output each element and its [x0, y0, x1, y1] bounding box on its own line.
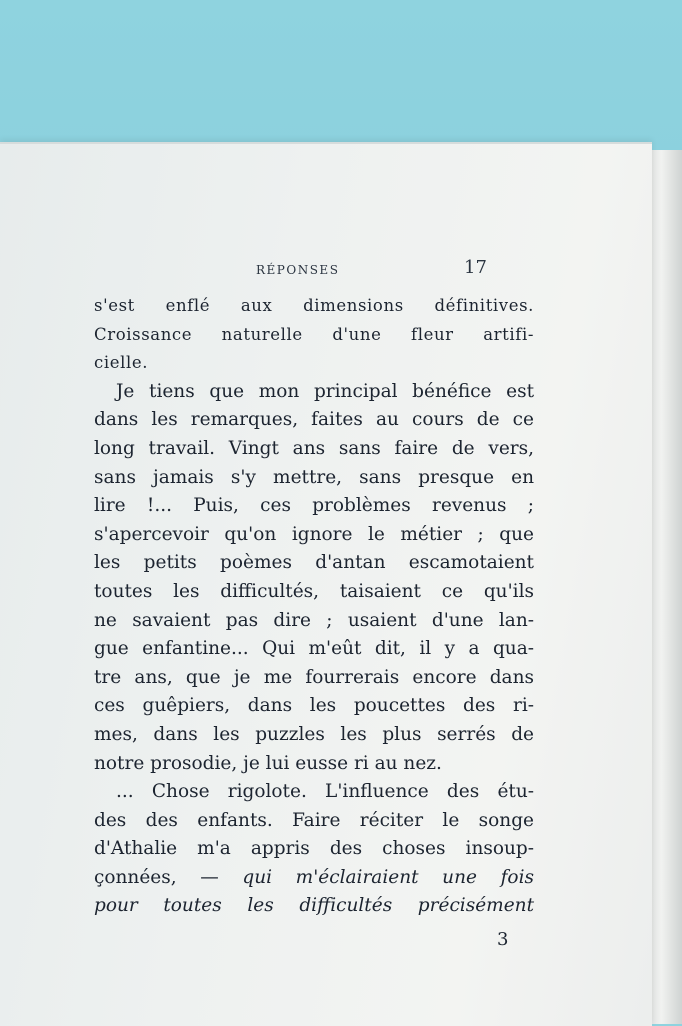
text-line: les petits poèmes d'antan escamotaient: [94, 552, 534, 574]
text-line: s'est enflé aux dimensions définitives.: [94, 296, 534, 315]
text-line: mes, dans les puzzles les plus serrés de: [94, 723, 534, 745]
page-number: 17: [464, 257, 487, 278]
running-title: RÉPONSES: [256, 263, 340, 277]
text-line: des des enfants. Faire réciter le songe: [94, 809, 534, 831]
text-line: ... Chose rigolote. L'influence des étu-: [116, 781, 534, 803]
text-line: lire !... Puis, ces problèmes revenus ;: [94, 495, 534, 517]
text-line: long travail. Vingt ans sans faire de vers,: [94, 437, 534, 459]
text-line: notre prosodie, je lui eusse ri au nez.: [94, 752, 442, 774]
running-header: [0, 257, 652, 285]
text-line: toutes les difficultés, taisaient ce qu'ils: [94, 580, 534, 602]
book-page: [0, 142, 652, 1026]
text-line: tre ans, que je me fourrerais encore dans: [94, 666, 534, 688]
text-line: Je tiens que mon principal bénéfice est: [116, 380, 534, 402]
italic-fragment: pour toutes les difficultés précisément: [94, 895, 534, 917]
text-line: gue enfantine... Qui m'eût dit, il y a qua-: [94, 638, 534, 660]
text-line: sans jamais s'y mettre, sans presque en: [94, 466, 534, 488]
text-line: ces guêpiers, dans les poucettes des ri-: [94, 695, 534, 717]
text-line-italic: [94, 892, 534, 921]
text-line: ne savaient pas dire ; usaient d'une lan-: [94, 609, 534, 631]
text-line: s'apercevoir qu'on ignore le métier ; que: [94, 523, 534, 545]
text-line: Croissance naturelle d'une fleur artifi-: [94, 324, 534, 344]
signature-mark: 3: [497, 929, 509, 950]
body-text: [94, 292, 534, 921]
roman-fragment: çonnées, —: [94, 866, 243, 888]
text-line: cielle.: [94, 353, 149, 373]
italic-fragment: qui m'éclairaient une fois: [242, 866, 534, 888]
text-line: dans les remarques, faites au cours de ce: [94, 409, 534, 431]
text-line: d'Athalie m'a appris des choses insoup-: [94, 838, 534, 860]
text-line-mixed: [94, 864, 534, 893]
